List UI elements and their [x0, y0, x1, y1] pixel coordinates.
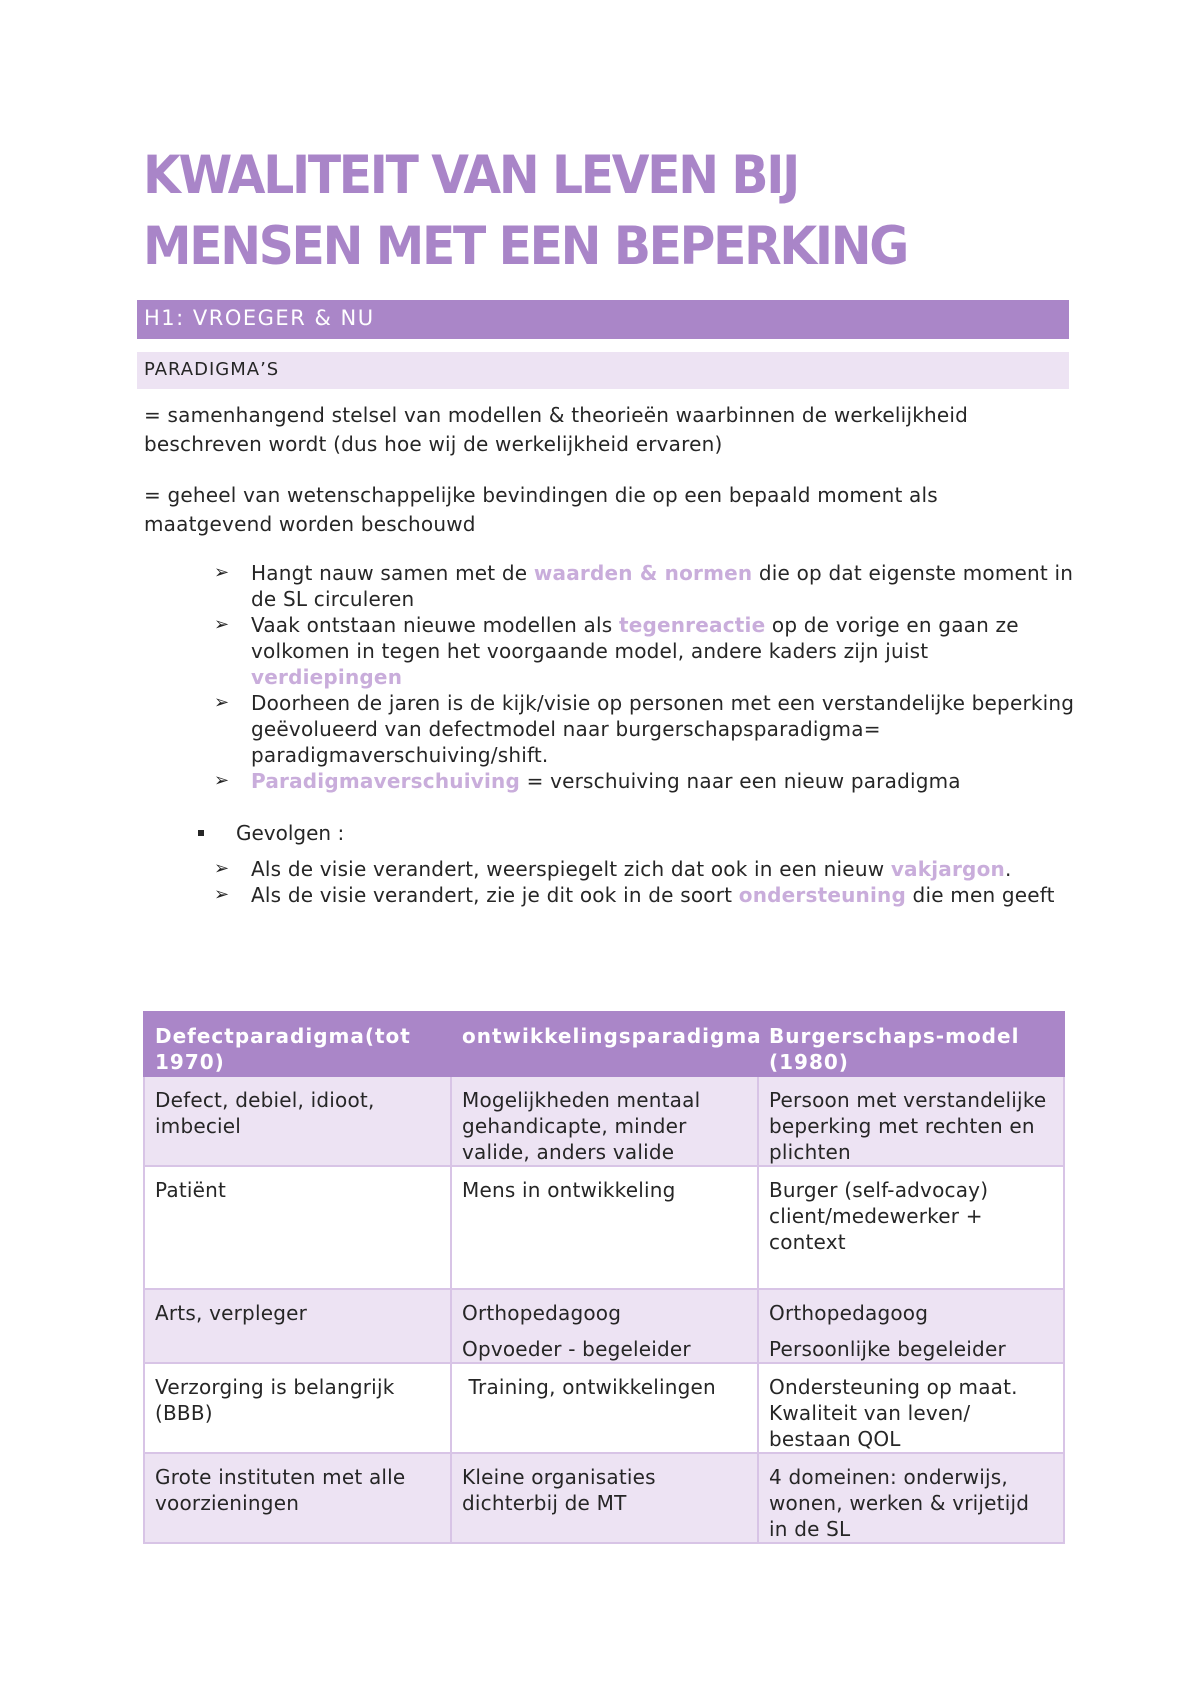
table-row: [144, 1453, 1064, 1543]
highlight-term: ondersteuning: [738, 883, 906, 907]
table-header-row: [144, 1012, 1064, 1076]
table-cell: Patiënt: [144, 1166, 451, 1289]
arrow-bullet-icon: ➢: [214, 884, 230, 905]
table-row: [144, 1166, 1064, 1289]
table-cell: Persoon met verstandelijke beperking met rechten en plichten: [758, 1076, 1064, 1166]
table-cell: Arts, verpleger: [144, 1289, 451, 1363]
document-title: KWALITEIT VAN LEVEN BIJ MENSEN MET EEN BEPERKING: [143, 145, 907, 277]
table-header-cell: ontwikkelingsparadigma: [451, 1012, 758, 1076]
consequences-label: Gevolgen :: [236, 821, 345, 845]
arrow-list: [144, 856, 1079, 908]
table-header-cell: Burgerschaps-model (1980): [758, 1012, 1064, 1076]
heading-1-bar: [137, 300, 1069, 339]
list-item: ➢ Vaak ontstaan nieuwe modellen als tegenreactie op de vorige en gaan ze volkomen in tegen het voorgaande model, andere kaders zijn juist verdiepingen: [214, 613, 1019, 689]
heading-2-bar: [137, 352, 1069, 389]
table-row: [144, 1363, 1064, 1453]
table-cell: Verzorging is belangrijk (BBB): [144, 1363, 451, 1453]
list-item: ➢ Paradigmaverschuiving = verschuiving naar een nieuw paradigma: [214, 769, 961, 793]
arrow-list: [144, 560, 1079, 794]
table-header-cell: Defectparadigma(tot 1970): [144, 1012, 451, 1076]
arrow-bullet-icon: ➢: [214, 858, 230, 879]
table-cell: Mogelijkheden mentaal gehandicapte, minder valide, anders valide: [451, 1076, 758, 1166]
definition-paragraph: = samenhangend stelsel van modellen & theorieën waarbinnen de werkelijkheid beschreven wordt (dus hoe wij de werkelijkheid ervaren): [144, 403, 969, 456]
table-cell: Kleine organisaties dichterbij de MT: [451, 1453, 758, 1543]
highlight-term: Paradigmaverschuiving: [251, 769, 521, 793]
list-item: ➢ Als de visie verandert, weerspiegelt zich dat ook in een nieuw vakjargon.: [214, 857, 1012, 881]
highlight-term: tegenreactie: [618, 613, 766, 637]
table-cell: Ondersteuning op maat. Kwaliteit van leven/ bestaan QOL: [758, 1363, 1064, 1453]
table-cell: Orthopedagoog Persoonlijke begeleider: [758, 1289, 1064, 1363]
square-bullet-icon: [198, 830, 204, 836]
table-cell: Mens in ontwikkeling: [451, 1166, 758, 1289]
list-item: ➢ Als de visie verandert, zie je dit ook in de soort ondersteuning die men geeft: [214, 883, 1055, 907]
table-cell: Burger (self-advocay) client/medewerker + context: [758, 1166, 1064, 1289]
definition-paragraph: = geheel van wetenschappelijke bevindingen die op een bepaald moment als maatgevend worden beschouwd: [144, 483, 938, 536]
heading-1-text: H1: VROEGER & NU: [144, 306, 375, 330]
table-cell: Orthopedagoog Opvoeder - begeleider: [451, 1289, 758, 1363]
table-row: [144, 1076, 1064, 1166]
arrow-bullet-icon: ➢: [214, 692, 230, 713]
arrow-bullet-icon: ➢: [214, 562, 230, 583]
table-cell: Defect, debiel, idioot, imbeciel: [144, 1076, 451, 1166]
highlight-term: waarden & normen: [533, 561, 753, 585]
arrow-bullet-icon: ➢: [214, 770, 230, 791]
table-cell: 4 domeinen: onderwijs, wonen, werken & vrijetijd in de SL: [758, 1453, 1064, 1543]
table-row: [144, 1289, 1064, 1363]
heading-2-text: PARADIGMA’S: [144, 359, 280, 380]
list-item: ➢ Doorheen de jaren is de kijk/visie op personen met een verstandelijke beperking geëvolueerd van defectmodel naar burgerschapsparadigma= paradigmaverschuiving/shift.: [214, 691, 1075, 767]
table-cell: Training, ontwikkelingen: [451, 1363, 758, 1453]
table-cell: Grote instituten met alle voorzieningen: [144, 1453, 451, 1543]
highlight-term: vakjargon: [890, 857, 1005, 881]
arrow-bullet-icon: ➢: [214, 614, 230, 635]
list-item: ➢ Hangt nauw samen met de waarden & normen die op dat eigenste moment in de SL circuleren: [214, 561, 1074, 611]
highlight-term: verdiepingen: [251, 665, 403, 689]
paradigm-table: [143, 1011, 1065, 1544]
